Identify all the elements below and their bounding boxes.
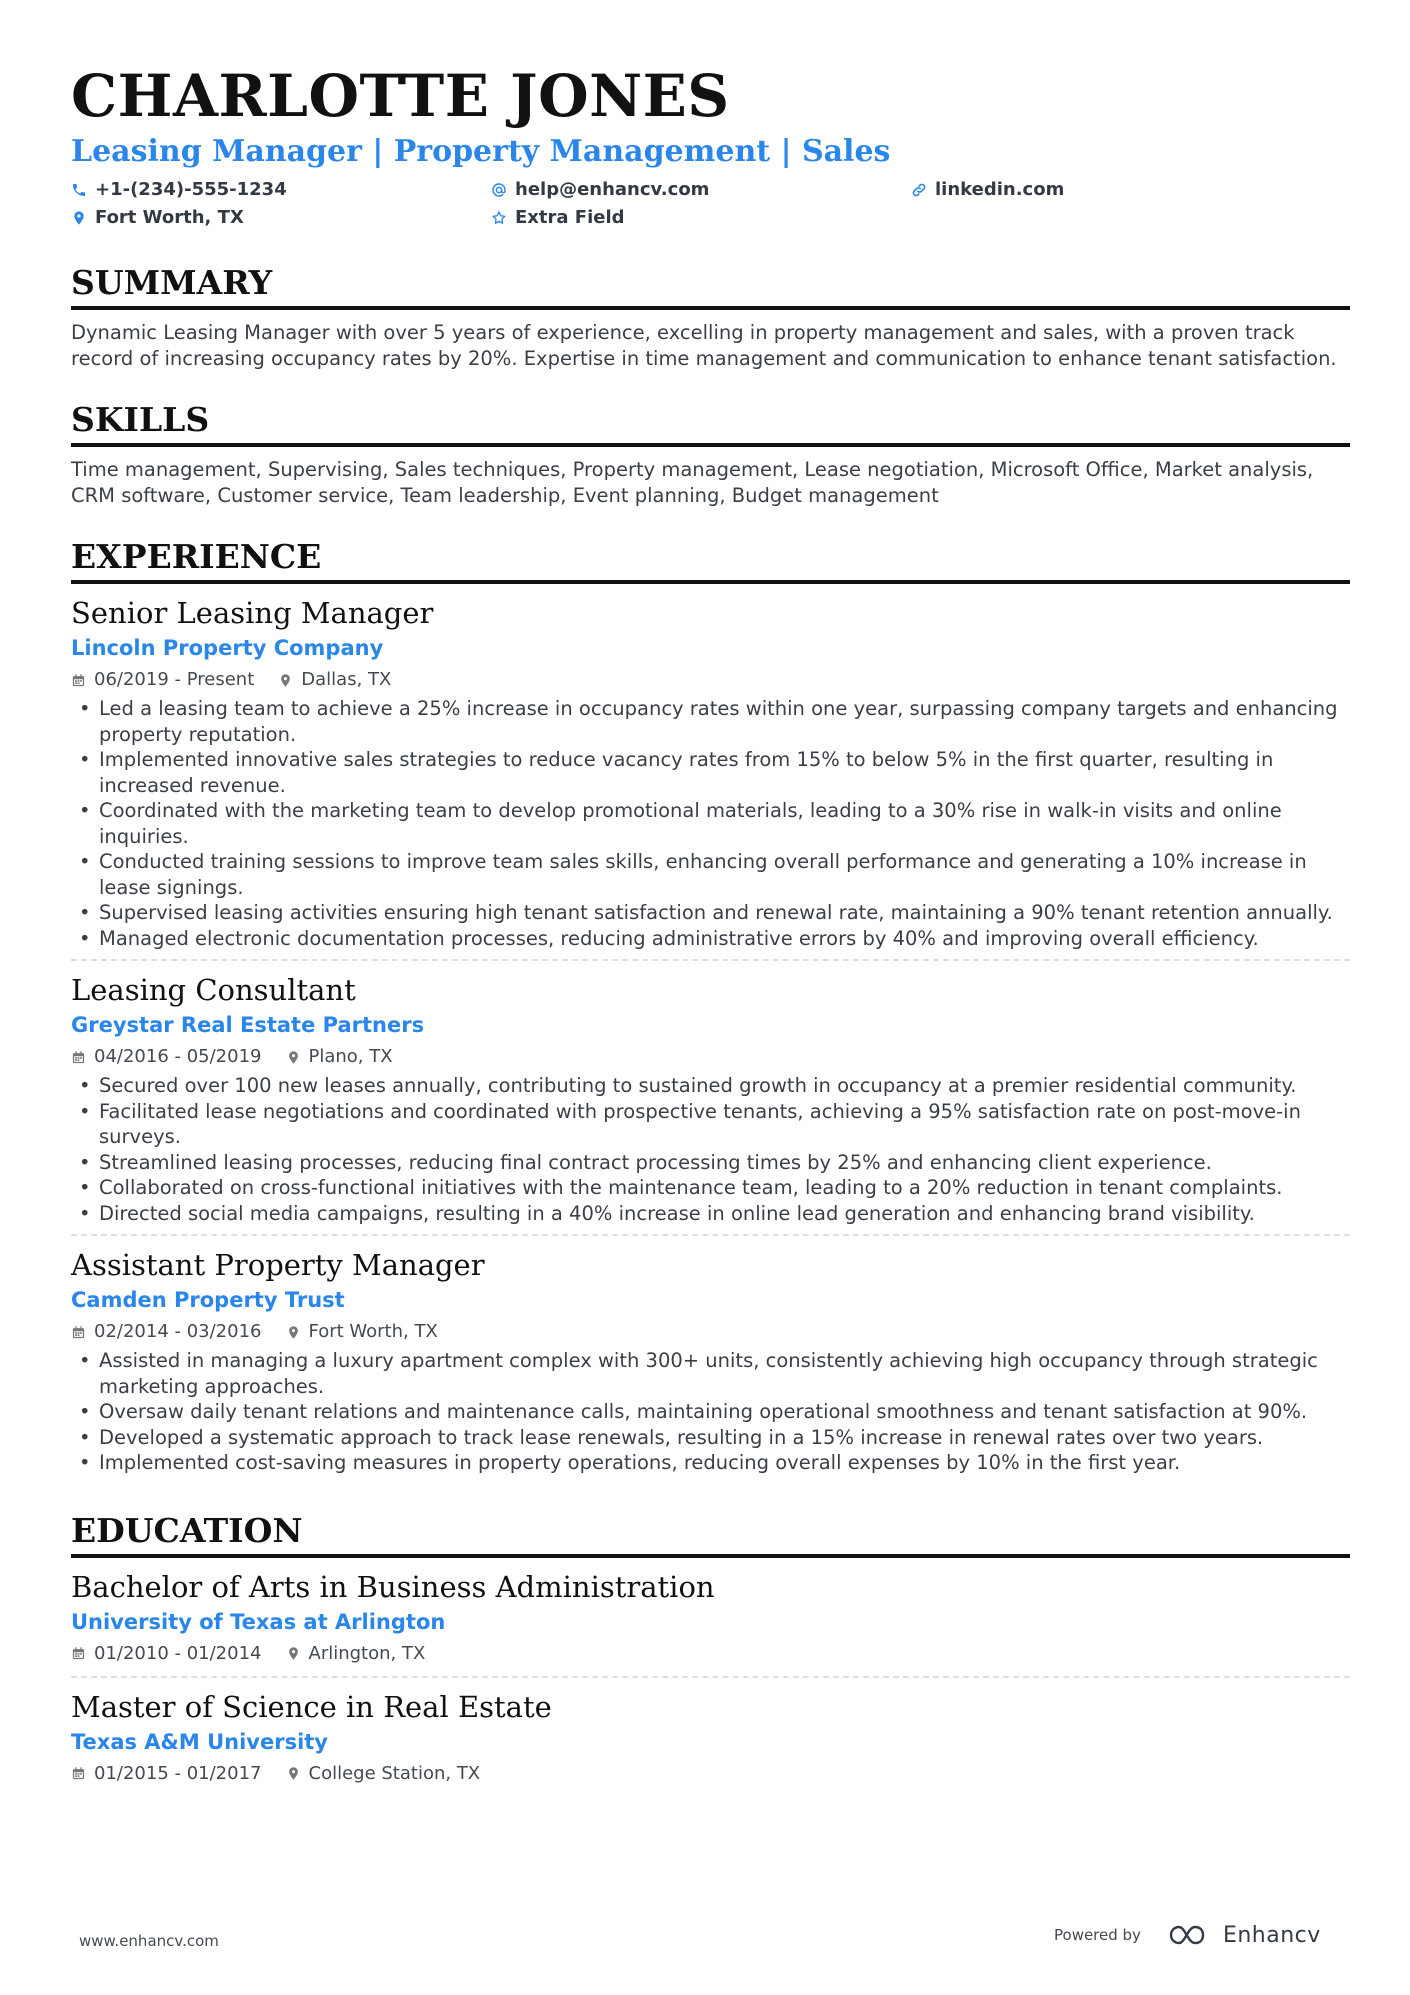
list-item: • Conducted training sessions to improve team sales skills, enhancing overall performance and generating a 10% increase in lease signings. — [71, 849, 1350, 900]
experience-entry — [71, 1242, 1350, 1476]
list-item: • Oversaw daily tenant relations and maintenance calls, maintaining operational smoothness and tenant satisfaction at 90%. — [71, 1399, 1350, 1425]
brand-name: Enhancv — [1222, 1922, 1321, 1948]
job-bullets — [71, 696, 1350, 951]
education-section — [71, 1510, 1350, 1788]
experience-title: EXPERIENCE — [71, 537, 322, 576]
company-name: Greystar Real Estate Partners — [71, 1013, 425, 1037]
phone-icon — [71, 182, 87, 198]
job-dates: 02/2014 - 03/2016 — [94, 1321, 262, 1342]
education-entry — [71, 1684, 1350, 1788]
calendar-icon — [71, 1646, 86, 1661]
list-item: • Streamlined leasing processes, reducing final contract processing times by 25% and enhancing client experience. — [71, 1150, 1350, 1176]
summary-title: SUMMARY — [71, 263, 273, 302]
job-meta — [71, 666, 1350, 694]
education-entry — [71, 1568, 1350, 1678]
job-location: Dallas, TX — [301, 669, 392, 690]
education-dates: 01/2010 - 01/2014 — [94, 1642, 262, 1664]
job-bullets — [71, 1073, 1350, 1226]
degree-title: Master of Science in Real Estate — [71, 1689, 552, 1724]
job-title: Leasing Consultant — [71, 973, 356, 1007]
summary-text: Dynamic Leasing Manager with over 5 years of experience, excelling in property management and sales, with a proven track record of increasing occupancy rates by 20%. Expertise in time management and communication to enhance tenant satisfaction. — [71, 321, 1337, 370]
job-location: Fort Worth, TX — [308, 1321, 438, 1342]
job-dates: 06/2019 - Present — [94, 669, 255, 690]
school-name: University of Texas at Arlington — [71, 1609, 446, 1634]
calendar-icon — [71, 1766, 86, 1781]
contact-email[interactable] — [491, 178, 911, 202]
list-item: • Directed social media campaigns, resulting in a 40% increase in online lead generation and enhancing brand visibility. — [71, 1201, 1350, 1227]
name-heading: CHARLOTTE JONES — [71, 62, 730, 130]
list-item: • Assisted in managing a luxury apartment complex with 300+ units, consistently achieving high occupancy through strategic marketing approaches. — [71, 1348, 1350, 1399]
list-item: • Supervised leasing activities ensuring high tenant satisfaction and renewal rate, maintaining a 90% tenant retention annually. — [71, 900, 1350, 926]
enhancv-logo-icon — [1167, 1922, 1213, 1948]
link-icon — [911, 182, 927, 198]
section-divider — [71, 443, 1350, 447]
contact-extra — [491, 206, 911, 230]
job-title: Senior Leasing Manager — [71, 596, 434, 630]
education-meta — [71, 1640, 1350, 1668]
list-item: • Implemented cost-saving measures in property operations, reducing overall expenses by 10% in the first year. — [71, 1450, 1350, 1476]
job-location: Plano, TX — [308, 1046, 393, 1067]
job-title: Assistant Property Manager — [71, 1248, 485, 1282]
list-item: • Led a leasing team to achieve a 25% increase in occupancy rates within one year, surpassing company targets and enhancing property reputation. — [71, 696, 1350, 747]
location-pin-icon — [278, 673, 293, 688]
company-name: Lincoln Property Company — [71, 636, 384, 660]
footer-branding[interactable] — [1054, 1922, 1321, 1948]
job-dates: 04/2016 - 05/2019 — [94, 1046, 262, 1067]
location-pin-icon — [286, 1050, 301, 1065]
education-dates: 01/2015 - 01/2017 — [94, 1762, 262, 1784]
list-item: • Facilitated lease negotiations and coordinated with prospective tenants, achieving a 95% satisfaction rate on post-move-in surveys. — [71, 1099, 1350, 1150]
location-pin-icon — [71, 210, 87, 226]
list-item: • Coordinated with the marketing team to develop promotional materials, leading to a 30% rise in walk-in visits and online inquiries. — [71, 798, 1350, 849]
calendar-icon — [71, 673, 86, 688]
location-text: Fort Worth, TX — [95, 207, 244, 228]
experience-entry — [71, 594, 1350, 961]
entry-divider — [71, 1676, 1350, 1678]
list-item: • Managed electronic documentation processes, reducing administrative errors by 40% and improving overall efficiency. — [71, 926, 1350, 952]
section-divider — [71, 580, 1350, 584]
resume-page — [71, 60, 1350, 1788]
location-pin-icon — [286, 1766, 301, 1781]
list-item: • Secured over 100 new leases annually, contributing to sustained growth in occupancy at a premier residential community. — [71, 1073, 1350, 1099]
company-name: Camden Property Trust — [71, 1288, 345, 1312]
contact-location — [71, 206, 491, 230]
footer-website-link[interactable]: www.enhancv.com — [79, 1932, 219, 1950]
powered-by-text: Powered by — [1054, 1926, 1141, 1944]
linkedin-text: linkedin.com — [935, 179, 1065, 200]
location-pin-icon — [286, 1325, 301, 1340]
skills-title: SKILLS — [71, 400, 210, 439]
headline: Leasing Manager | Property Management | Sales — [71, 134, 891, 169]
extra-text: Extra Field — [515, 207, 625, 228]
experience-entry — [71, 967, 1350, 1236]
job-bullets — [71, 1348, 1350, 1476]
list-item: • Developed a systematic approach to track lease renewals, resulting in a 15% increase in renewal rates over two years. — [71, 1425, 1350, 1451]
list-item: • Implemented innovative sales strategies to reduce vacancy rates from 15% to below 5% in the first quarter, resulting in increased revenue. — [71, 747, 1350, 798]
entry-divider — [71, 1234, 1350, 1236]
location-pin-icon — [286, 1646, 301, 1661]
contact-linkedin[interactable] — [911, 178, 1311, 202]
education-title: EDUCATION — [71, 1510, 303, 1550]
education-location: College Station, TX — [308, 1762, 481, 1784]
job-meta — [71, 1318, 1350, 1346]
at-icon — [491, 182, 507, 198]
summary-section — [71, 262, 1350, 371]
contact-info — [71, 178, 1350, 230]
degree-title: Bachelor of Arts in Business Administration — [71, 1569, 715, 1604]
star-icon — [491, 210, 507, 226]
section-divider — [71, 1554, 1350, 1558]
education-location: Arlington, TX — [308, 1642, 426, 1664]
calendar-icon — [71, 1050, 86, 1065]
school-name: Texas A&M University — [71, 1729, 328, 1754]
list-item: • Collaborated on cross-functional initiatives with the maintenance team, leading to a 20% reduction in tenant complaints. — [71, 1175, 1350, 1201]
education-meta — [71, 1760, 1350, 1788]
section-divider — [71, 306, 1350, 310]
email-text: help@enhancv.com — [515, 179, 710, 200]
experience-section — [71, 536, 1350, 1476]
phone-text: +1-(234)-555-1234 — [95, 179, 287, 200]
skills-text: Time management, Supervising, Sales techniques, Property management, Lease negotiation, Microsoft Office, Market analysis, CRM software, Customer service, Team leadership, Event planning, Budget management — [71, 458, 1314, 507]
contact-phone[interactable] — [71, 178, 491, 202]
skills-section — [71, 399, 1350, 508]
calendar-icon — [71, 1325, 86, 1340]
job-meta — [71, 1043, 1350, 1071]
entry-divider — [71, 959, 1350, 961]
